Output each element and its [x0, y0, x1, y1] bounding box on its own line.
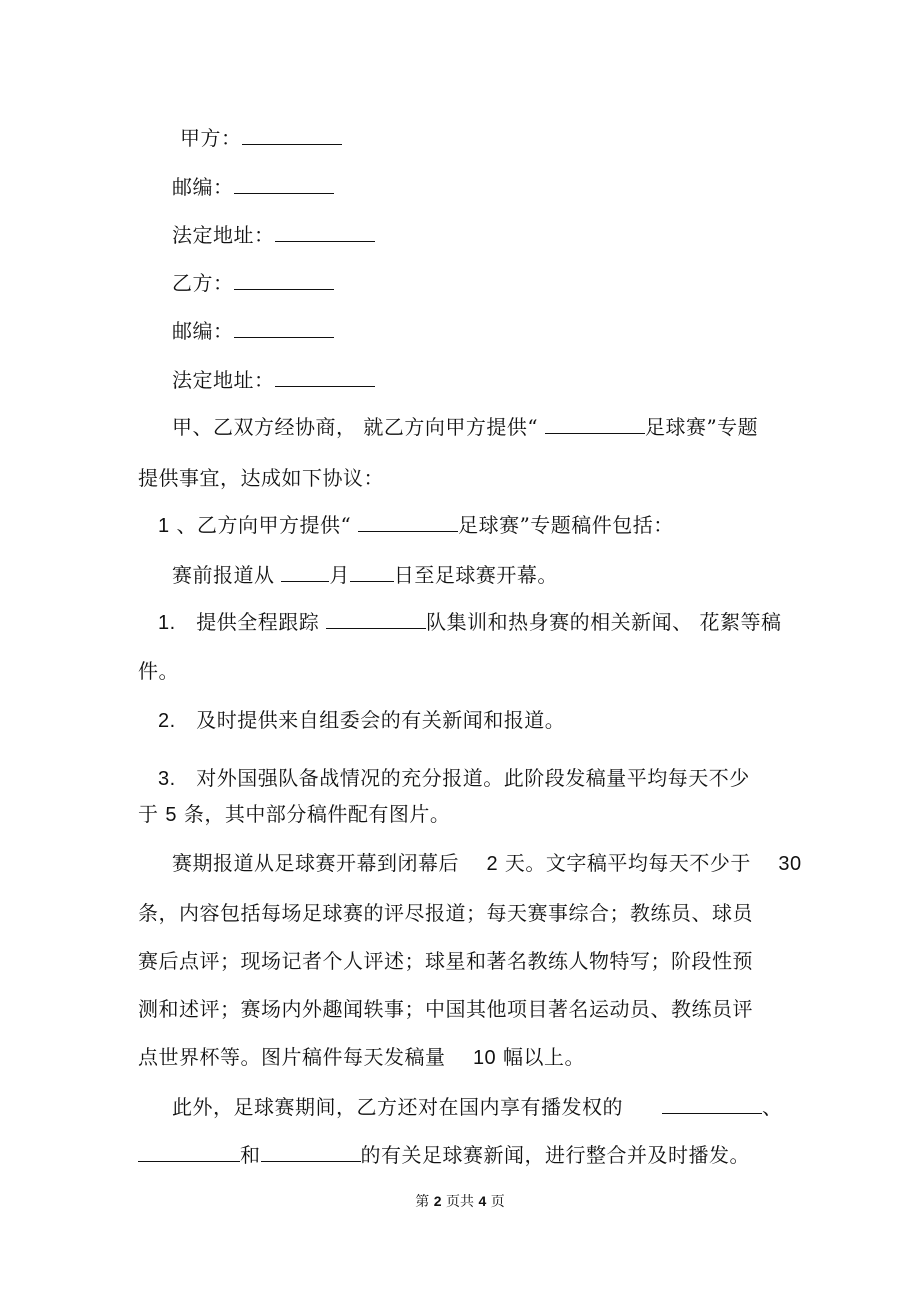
during-match-count: 30: [778, 853, 802, 875]
party-a-line: [180, 124, 342, 152]
postcode-b-line: [172, 317, 334, 345]
during-match-days: 2: [486, 853, 499, 875]
broadcast-line-2: [138, 1141, 750, 1169]
item-3-line-1: [158, 764, 750, 793]
party-b-blank[interactable]: [234, 269, 334, 290]
item-1-number: 1.: [158, 612, 176, 634]
address-a-label: 法定地址：: [172, 223, 275, 247]
during-match-line-4: 测和述评；赛场内外趣闻轶事；中国其他项目著名运动员、教练员评: [138, 997, 753, 1021]
item-3-line-2: [138, 800, 450, 829]
broadcast-text-b: 的有关足球赛新闻，进行整合并及时播发。: [360, 1143, 750, 1167]
during-match-line-3: 赛后点评；现场记者个人评述；球星和著名教练人物特写；阶段性预: [138, 949, 753, 973]
during-match-line-5-b: 幅以上。: [496, 1045, 586, 1069]
footer-total-pages: 4: [478, 1193, 487, 1209]
item-1-line-1: [158, 608, 781, 637]
broadcaster-blank-2[interactable]: [138, 1141, 240, 1162]
during-match-line-1: [172, 849, 802, 878]
during-match-line-2: 条，内容包括每场足球赛的评尽报道；每天赛事综合；教练员、球员: [138, 901, 753, 925]
month-blank[interactable]: [281, 561, 329, 582]
event-name-blank-2[interactable]: [358, 511, 458, 532]
broadcast-text-a: 此外，足球赛期间，乙方还对在国内享有播发权的: [172, 1095, 623, 1119]
during-match-photos: 10: [472, 1047, 497, 1069]
postcode-a-line: [172, 173, 334, 201]
intro-line-2: 提供事宜，达成如下协议：: [138, 466, 384, 490]
intro-text-b: 足球赛”专题: [644, 415, 759, 439]
pre-match-text-b: 日至足球赛开幕。: [393, 563, 558, 587]
footer-pre: 第: [415, 1194, 430, 1210]
item-3-text-c: 条，其中部分稿件配有图片。: [176, 802, 451, 826]
item-1-text-a: 提供全程跟踪: [196, 610, 327, 634]
item-2-number: 2.: [158, 710, 176, 732]
clause-1-number: 1: [158, 515, 170, 537]
clause-1-line: [158, 511, 674, 540]
postcode-b-blank[interactable]: [234, 317, 334, 338]
footer-post: 页: [490, 1194, 505, 1210]
during-match-line-5: [138, 1043, 585, 1072]
postcode-a-label: 邮编：: [172, 175, 234, 199]
party-b-label: 乙方：: [172, 271, 234, 295]
day-blank[interactable]: [350, 561, 394, 582]
item-3-text-a: 对外国强队备战情况的充分报道。此阶段发稿量平均每天不少: [196, 766, 750, 790]
intro-text-a: 甲、乙双方经协商， 就乙方向甲方提供“: [172, 415, 545, 439]
item-3-text-b: 于: [138, 802, 166, 826]
broadcaster-blank-3[interactable]: [261, 1141, 361, 1162]
party-a-label: 甲方：: [180, 126, 242, 150]
item-3-number: 3.: [158, 768, 176, 790]
footer-page-number: 2: [433, 1193, 442, 1209]
clause-1-text-a: 、乙方向甲方提供“: [176, 513, 359, 537]
address-b-label: 法定地址：: [172, 368, 275, 392]
address-a-blank[interactable]: [275, 221, 375, 242]
pre-match-line: [172, 561, 558, 589]
during-match-text-a: 赛期报道从足球赛开幕到闭幕后: [172, 851, 466, 875]
address-a-line: [172, 221, 375, 249]
team-blank[interactable]: [326, 608, 426, 629]
broadcast-separator: 、: [762, 1095, 783, 1119]
broadcast-line-1: [172, 1093, 623, 1121]
item-2-text: 及时提供来自组委会的有关新闻和报道。: [196, 708, 566, 732]
address-b-line: [172, 366, 375, 394]
broadcast-line-1-blank: [662, 1093, 783, 1121]
item-2-line: [158, 706, 565, 735]
address-b-blank[interactable]: [275, 366, 375, 387]
event-name-blank-1[interactable]: [545, 413, 645, 434]
month-label: 月: [329, 563, 350, 587]
page-footer: [0, 1192, 920, 1211]
broadcast-and: 和: [240, 1143, 261, 1167]
party-a-blank[interactable]: [242, 124, 342, 145]
item-1-line-2: 件。: [138, 659, 179, 683]
clause-1-text-b: 足球赛”专题稿件包括：: [458, 513, 674, 537]
postcode-a-blank[interactable]: [234, 173, 334, 194]
postcode-b-label: 邮编：: [172, 319, 234, 343]
during-match-line-5-a: 点世界杯等。图片稿件每天发稿量: [138, 1045, 453, 1069]
pre-match-text-a: 赛前报道从: [172, 563, 282, 587]
during-match-text-b: 天。文字稿平均每天不少于: [498, 851, 758, 875]
item-1-text-b: 队集训和热身赛的相关新闻、 花絮等稿: [426, 610, 782, 634]
footer-mid: 页共: [446, 1194, 474, 1210]
item-3-count: 5: [165, 804, 177, 826]
intro-line-1: [172, 413, 758, 441]
broadcaster-blank-1[interactable]: [662, 1093, 762, 1114]
party-b-line: [172, 269, 334, 297]
